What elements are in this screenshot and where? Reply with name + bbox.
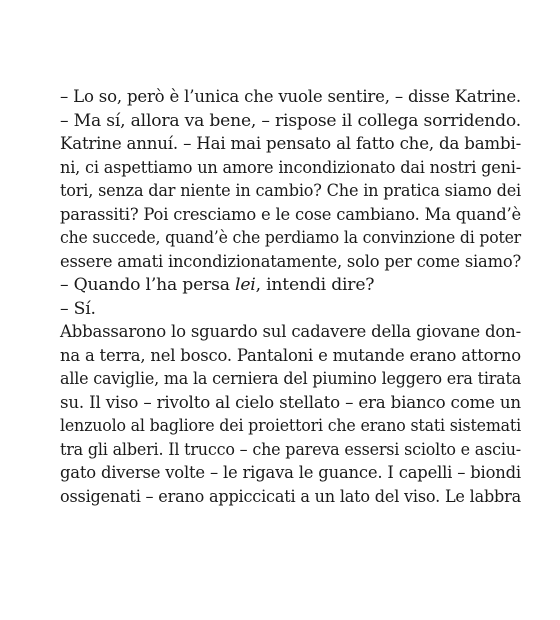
line-text: – Sí. — [60, 298, 96, 319]
text-line-10 — [60, 298, 521, 322]
text-line-14 — [60, 392, 521, 416]
text-line-13 — [60, 368, 521, 392]
line-text: ni, ci aspettiamo un amore incondizionato dai nostri geni- — [60, 157, 522, 178]
text-line-7 — [60, 227, 521, 251]
text-line-15 — [60, 415, 521, 439]
body-text — [60, 86, 521, 509]
text-line-9 — [60, 274, 521, 298]
text-line-17 — [60, 462, 521, 486]
line-text: alle caviglie, ma la cerniera del piumino leggero era tirata — [60, 369, 522, 389]
line-text: , intendi dire? — [255, 275, 375, 295]
line-text: gato diverse volte – le rigava le guance. I capelli – biondi — [60, 463, 521, 483]
line-text: tra gli alberi. Il trucco – che pareva essersi sciolto e asciu- — [60, 439, 522, 460]
line-text: tori, senza dar niente in cambio? Che in pratica siamo dei — [60, 181, 521, 201]
text-line-16 — [60, 439, 521, 463]
line-text: su. Il viso – rivolto al cielo stellato – era bianco come un — [60, 392, 521, 413]
text-line-18 — [60, 486, 521, 510]
line-text: Katrine annuí. – Hai mai pensato al fatto che, da bambi- — [60, 134, 522, 154]
line-text: – Quando l’ha persa — [60, 275, 236, 295]
text-line-8 — [60, 251, 521, 275]
line-text: essere amati incondizionatamente, solo per come siamo? — [60, 251, 522, 272]
line-text: lenzuolo al bagliore dei proiettori che erano stati sistemati — [60, 416, 521, 436]
text-line-12 — [60, 345, 521, 369]
line-text: parassiti? Poi cresciamo e le cose cambiano. Ma quand’è — [60, 204, 522, 225]
italic-word: lei — [235, 275, 256, 295]
text-line-3 — [60, 133, 521, 157]
line-text: – Ma sí, allora va bene, – rispose il collega sorridendo. — [60, 110, 521, 131]
text-line-11 — [60, 321, 521, 345]
line-text: – Lo so, però è l’unica che vuole sentire, – disse Katrine. — [60, 87, 522, 107]
line-text: ossigenati – erano appiccicati a un lato del viso. Le labbra — [60, 486, 521, 507]
text-line-2 — [60, 110, 521, 134]
text-line-1 — [60, 86, 521, 110]
line-text: che succede, quand’è che perdiamo la convinzione di poter — [60, 228, 522, 248]
line-text: Abbassarono lo sguardo sul cadavere della giovane don- — [60, 322, 521, 342]
line-text: na a terra, nel bosco. Pantaloni e mutande erano attorno — [60, 345, 521, 366]
text-line-4 — [60, 157, 521, 181]
text-line-6 — [60, 204, 521, 228]
text-line-5 — [60, 180, 521, 204]
